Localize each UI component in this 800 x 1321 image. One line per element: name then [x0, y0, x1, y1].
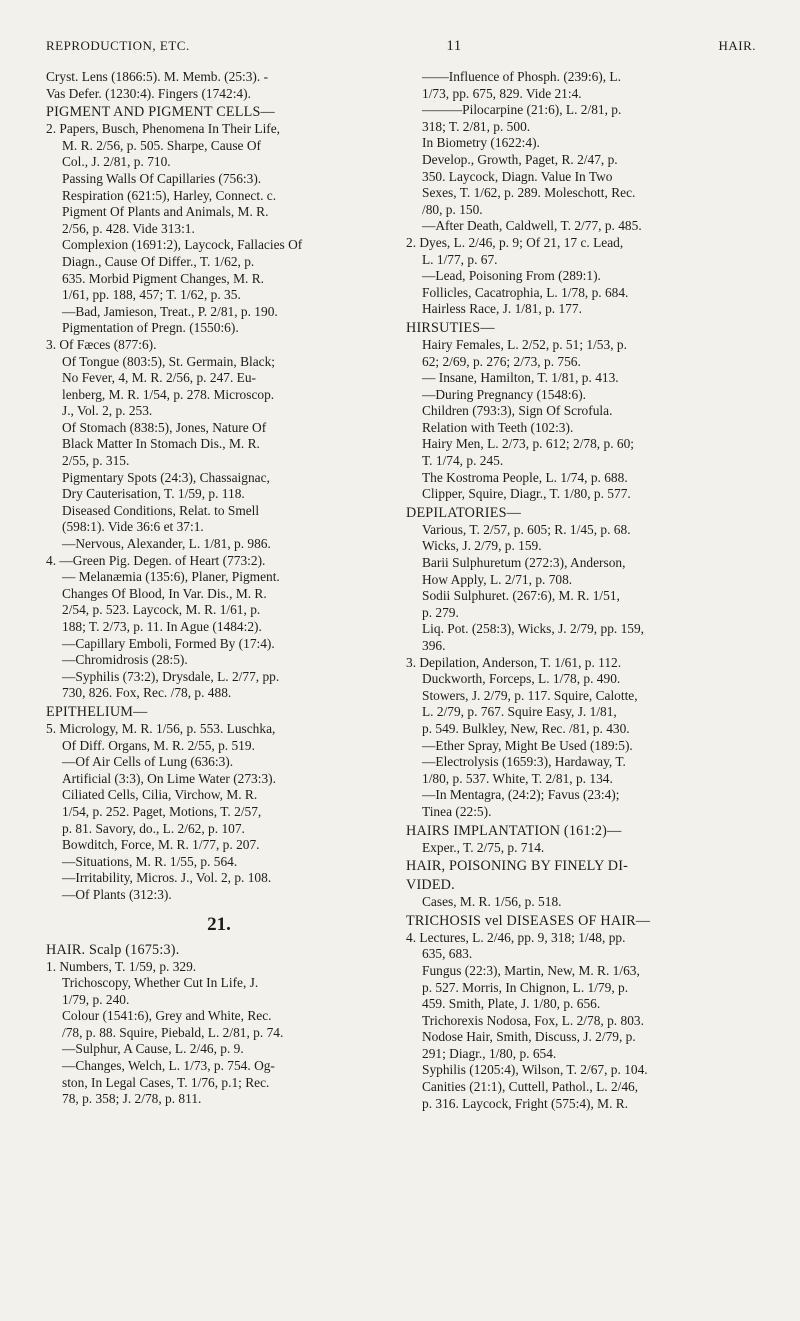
index-line: p. 527. Morris, In Chignon, L. 1/79, p. — [422, 979, 629, 995]
index-line: Fungus (22:3), Martin, New, M. R. 1/63, — [422, 962, 640, 978]
index-line: Hairy Men, L. 2/73, p. 612; 2/78, p. 60; — [422, 436, 635, 452]
index-line: J., Vol. 2, p. 253. — [62, 403, 153, 419]
section-heading: TRICHOSIS vel DISEASES OF HAIR— — [406, 912, 651, 929]
index-line: M. R. 2/56, p. 505. Sharpe, Cause Of — [62, 137, 261, 153]
index-line: (598:1). Vide 36:6 et 37:1. — [62, 519, 204, 535]
index-line: p. 279. — [422, 604, 459, 620]
index-line: ———Pilocarpine (21:6), L. 2/81, p. — [422, 102, 622, 118]
index-line: L. 1/77, p. 67. — [422, 251, 498, 267]
index-line: Bowditch, Force, M. R. 1/77, p. 207. — [62, 837, 260, 853]
index-line: How Apply, L. 2/71, p. 708. — [422, 571, 573, 587]
numbered-line: 1. Numbers, T. 1/59, p. 329. — [46, 958, 197, 974]
index-line: — Insane, Hamilton, T. 1/81, p. 413. — [422, 370, 619, 386]
numbered-line: 5. Micrology, M. R. 1/56, p. 553. Luschka, — [46, 720, 276, 736]
index-line: Respiration (621:5), Harley, Connect. c. — [62, 187, 277, 203]
index-line: 1/54, p. 252. Paget, Motions, T. 2/57, — [62, 803, 262, 819]
index-line: Cases, M. R. 1/56, p. 518. — [422, 894, 562, 910]
index-line: 1/80, p. 537. White, T. 2/81, p. 134. — [422, 770, 613, 786]
index-line: ——Influence of Phosph. (239:6), L. — [422, 69, 621, 84]
index-line: 396. — [422, 638, 446, 653]
index-line: 350. Laycock, Diagn. Value In Two — [422, 168, 613, 184]
index-columns — [46, 69, 756, 1112]
index-line: Passing Walls Of Capillaries (756:3). — [62, 170, 262, 186]
index-line: Wicks, J. 2/79, p. 159. — [422, 538, 542, 554]
index-line: —During Pregnancy (1548:6). — [422, 386, 587, 402]
index-line: 188; T. 2/73, p. 11. In Ague (1484:2). — [62, 619, 262, 634]
page-number: 11 — [446, 38, 462, 54]
index-line: — Melanæmia (135:6), Planer, Pigment. — [62, 569, 280, 585]
index-line: —Electrolysis (1659:3), Hardaway, T. — [422, 754, 626, 770]
index-line: Stowers, J. 2/79, p. 117. Squire, Calotte, — [422, 687, 638, 703]
index-line: T. 1/74, p. 245. — [422, 453, 504, 469]
left-column — [46, 69, 392, 1112]
index-line: —Sulphur, A Cause, L. 2/46, p. 9. — [62, 1041, 244, 1057]
index-line: Colour (1541:6), Grey and White, Rec. — [62, 1008, 272, 1024]
index-line: lenberg, M. R. 1/54, p. 278. Microscop. — [62, 386, 275, 402]
section-heading: HAIR, POISONING BY FINELY DI- — [406, 858, 629, 875]
index-line: 635, 683. — [422, 946, 473, 962]
index-line: ston, In Legal Cases, T. 1/76, p.1; Rec. — [62, 1074, 270, 1090]
numbered-line: 4. —Green Pig. Degen. of Heart (773:2). — [46, 552, 266, 568]
index-line: Pigmentary Spots (24:3), Chassaignac, — [62, 469, 270, 485]
index-line: Of Stomach (838:5), Jones, Nature Of — [62, 419, 267, 435]
index-line: —Bad, Jamieson, Treat., P. 2/81, p. 190. — [62, 303, 278, 319]
numbered-line: 2. Dyes, L. 2/46, p. 9; Of 21, 17 c. Lead, — [406, 234, 624, 250]
index-line: Clipper, Squire, Diagr., T. 1/80, p. 577. — [422, 486, 631, 502]
index-line: 2/55, p. 315. — [62, 453, 130, 469]
index-line: In Biometry (1622:4). — [422, 135, 540, 151]
numbered-line: 3. Depilation, Anderson, T. 1/61, p. 112. — [406, 654, 622, 670]
index-line: Black Matter In Stomach Dis., M. R. — [62, 436, 260, 452]
index-line: Children (793:3), Sign Of Scrofula. — [422, 403, 613, 419]
index-line: Tinea (22:5). — [422, 803, 492, 819]
section-heading: VIDED. — [406, 877, 455, 894]
index-line: Pigmentation of Pregn. (1550:6). — [62, 320, 239, 336]
index-line: Artificial (3:3), On Lime Water (273:3). — [62, 770, 276, 786]
index-line: —Changes, Welch, L. 1/73, p. 754. Og- — [62, 1058, 275, 1074]
index-line: 459. Smith, Plate, J. 1/80, p. 656. — [422, 996, 601, 1012]
section-number: 21. — [207, 913, 231, 935]
index-line: —Chromidrosis (28:5). — [62, 652, 188, 668]
index-line: Diseased Conditions, Relat. to Smell — [62, 502, 260, 518]
section-heading: HIRSUTIES— — [406, 319, 495, 336]
index-line: 635. Morbid Pigment Changes, M. R. — [62, 270, 264, 286]
index-line: Develop., Growth, Paget, R. 2/47, p. — [422, 151, 618, 167]
index-line: Syphilis (1205:4), Wilson, T. 2/67, p. 104. — [422, 1062, 648, 1078]
header-left-title: REPRODUCTION, ETC. — [46, 38, 190, 53]
index-line: Trichoscopy, Whether Cut In Life, J. — [62, 975, 259, 991]
index-line: Liq. Pot. (258:3), Wicks, J. 2/79, pp. 159, — [422, 621, 645, 637]
numbered-line: 3. Of Fæces (877:6). — [46, 336, 157, 352]
numbered-line: 2. Papers, Busch, Phenomena In Their Life, — [46, 121, 281, 137]
index-line: 318; T. 2/81, p. 500. — [422, 118, 531, 134]
index-line: —Situations, M. R. 1/55, p. 564. — [62, 853, 238, 869]
index-line: The Kostroma People, L. 1/74, p. 688. — [422, 469, 628, 485]
index-line: Duckworth, Forceps, L. 1/78, p. 490. — [422, 671, 621, 687]
index-line: Diagn., Cause Of Differ., T. 1/62, p. — [62, 253, 255, 269]
index-line: Dry Cauterisation, T. 1/59, p. 118. — [62, 486, 245, 502]
index-line: Hairy Females, L. 2/52, p. 51; 1/53, p. — [422, 336, 627, 352]
index-line: /78, p. 88. Squire, Piebald, L. 2/81, p. 74. — [62, 1024, 284, 1040]
index-line: 2/54, p. 523. Laycock, M. R. 1/61, p. — [62, 602, 261, 618]
index-line: No Fever, 4, M. R. 2/56, p. 247. Eu- — [62, 370, 256, 386]
index-line: —In Mentagra, (24:2); Favus (23:4); — [422, 787, 620, 803]
index-line: /80, p. 150. — [422, 201, 483, 217]
index-line: Barii Sulphuretum (272:3), Anderson, — [422, 555, 626, 571]
index-line: Nodose Hair, Smith, Discuss, J. 2/79, p. — [422, 1029, 636, 1045]
section-heading: DEPILATORIES— — [406, 504, 522, 521]
index-line: —Of Plants (312:3). — [62, 886, 172, 902]
header-right-title: HAIR. — [718, 38, 756, 53]
index-line: Changes Of Blood, In Var. Dis., M. R. — [62, 585, 267, 601]
index-line: 730, 826. Fox, Rec. /78, p. 488. — [62, 685, 232, 701]
index-line: p. 81. Savory, do., L. 2/62, p. 107. — [62, 820, 245, 836]
numbered-line: 4. Lectures, L. 2/46, pp. 9, 318; 1/48, pp. — [406, 929, 626, 945]
index-line: Of Tongue (803:5), St. Germain, Black; — [62, 353, 276, 369]
index-line: Canities (21:1), Cuttell, Pathol., L. 2/46, — [422, 1079, 639, 1095]
right-column — [406, 69, 756, 1112]
section-heading: PIGMENT AND PIGMENT CELLS— — [46, 104, 275, 121]
index-line: —Irritability, Micros. J., Vol. 2, p. 108. — [62, 870, 272, 886]
index-line: 2/56, p. 428. Vide 313:1. — [62, 220, 195, 236]
section-heading: HAIRS IMPLANTATION (161:2)— — [406, 822, 622, 839]
index-line: Sexes, T. 1/62, p. 289. Moleschott, Rec. — [422, 185, 636, 201]
index-line: Of Diff. Organs, M. R. 2/55, p. 519. — [62, 737, 255, 753]
index-line: p. 549. Bulkley, New, Rec. /81, p. 430. — [422, 720, 630, 736]
index-line: Trichorexis Nodosa, Fox, L. 2/78, p. 803. — [422, 1012, 644, 1028]
index-line: p. 316. Laycock, Fright (575:4), M. R. — [422, 1095, 629, 1111]
index-line: Col., J. 2/81, p. 710. — [62, 154, 171, 170]
index-line: Hairless Race, J. 1/81, p. 177. — [422, 301, 582, 317]
running-header — [46, 38, 756, 55]
index-line: —Of Air Cells of Lung (636:3). — [62, 754, 234, 770]
section-heading: HAIR. Scalp (1675:3). — [46, 941, 180, 958]
numbered-line: Cryst. Lens (1866:5). M. Memb. (25:3). - — [46, 69, 269, 84]
index-line: —Ether Spray, Might Be Used (189:5). — [422, 737, 633, 753]
index-line: Follicles, Cacatrophia, L. 1/78, p. 684. — [422, 284, 629, 300]
index-line: —Capillary Emboli, Formed By (17:4). — [62, 635, 275, 651]
index-line: Ciliated Cells, Cilia, Virchow, M. R. — [62, 787, 258, 803]
index-line: Various, T. 2/57, p. 605; R. 1/45, p. 68. — [422, 521, 631, 537]
index-line: —Lead, Poisoning From (289:1). — [422, 268, 601, 284]
index-line: L. 2/79, p. 767. Squire Easy, J. 1/81, — [422, 704, 617, 720]
index-line: 291; Diagr., 1/80, p. 654. — [422, 1045, 557, 1061]
index-line: Complexion (1691:2), Laycock, Fallacies Of — [62, 237, 303, 253]
index-line: Relation with Teeth (102:3). — [422, 419, 574, 435]
index-line: 1/79, p. 240. — [62, 991, 130, 1007]
index-line: 1/61, pp. 188, 457; T. 1/62, p. 35. — [62, 287, 241, 303]
index-line: 78, p. 358; J. 2/78, p. 811. — [62, 1091, 202, 1107]
index-line: —Syphilis (73:2), Drysdale, L. 2/77, pp. — [62, 668, 280, 684]
numbered-line: Vas Defer. (1230:4). Fingers (1742:4). — [46, 85, 251, 101]
index-line: 1/73, pp. 675, 829. Vide 21:4. — [422, 85, 582, 101]
index-line: Pigment Of Plants and Animals, M. R. — [62, 204, 269, 220]
index-line: 62; 2/69, p. 276; 2/73, p. 756. — [422, 353, 581, 369]
index-line: Exper., T. 2/75, p. 714. — [422, 839, 545, 855]
index-line: Sodii Sulphuret. (267:6), M. R. 1/51, — [422, 588, 620, 604]
index-line: —After Death, Caldwell, T. 2/77, p. 485. — [422, 218, 642, 234]
section-heading: EPITHELIUM— — [46, 703, 148, 720]
index-line: —Nervous, Alexander, L. 1/81, p. 986. — [62, 536, 271, 552]
